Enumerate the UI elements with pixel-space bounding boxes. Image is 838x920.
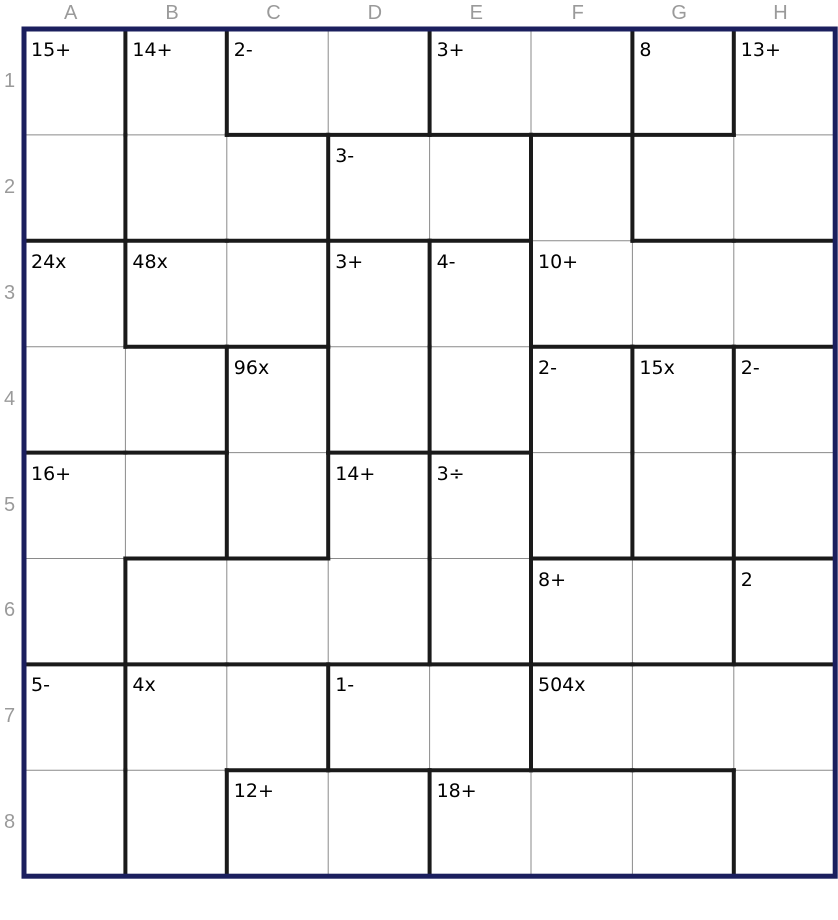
cage-clue: 13+ [740, 39, 781, 61]
cage-clue: 3+ [335, 250, 364, 273]
column-label: A [64, 2, 78, 24]
row-label: 4 [4, 387, 16, 410]
cage-clue: 15x [639, 356, 675, 379]
row-label: 2 [4, 175, 16, 198]
row-label: 3 [4, 281, 16, 304]
cage-clue: 3÷ [436, 462, 465, 485]
cage-clue: 3- [335, 144, 355, 167]
cage-clue: 14+ [132, 39, 173, 61]
cage-clue: 4x [132, 674, 156, 697]
cage-clue: 10+ [538, 250, 579, 273]
cage-clue: 16+ [31, 462, 72, 485]
row-label: 6 [4, 599, 16, 622]
cage-clue: 96x [233, 356, 270, 379]
column-label: F [571, 2, 584, 24]
cage-clue: 5- [31, 674, 50, 697]
cage-clue: 2- [538, 356, 557, 379]
column-label: E [469, 2, 483, 24]
cage-clue: 48x [132, 250, 168, 273]
cage-clue: 8 [639, 39, 652, 61]
cage-clue: 504x [538, 674, 586, 697]
cage-clue: 2- [740, 356, 760, 379]
cage-clue: 15+ [31, 39, 72, 61]
cage-clue: 1- [335, 674, 355, 697]
cage-clue: 4- [436, 250, 456, 273]
cage-clue: 12+ [233, 780, 274, 803]
row-label: 7 [4, 705, 16, 728]
column-label: G [671, 2, 687, 24]
row-label: 8 [4, 811, 16, 834]
row-label: 5 [4, 493, 16, 516]
column-label: B [165, 2, 179, 24]
cage-clue: 24x [31, 250, 67, 273]
row-label: 1 [4, 69, 16, 92]
cage-clue: 2- [233, 39, 253, 61]
column-label: H [773, 2, 788, 24]
cage-clue: 2 [740, 568, 753, 591]
cage-clue: 3+ [436, 39, 465, 61]
cage-clue: 18+ [436, 780, 477, 803]
cage-clue: 14+ [335, 462, 376, 485]
column-label: D [367, 2, 383, 24]
cage-clue: 8+ [538, 568, 567, 591]
column-label: C [266, 2, 281, 24]
